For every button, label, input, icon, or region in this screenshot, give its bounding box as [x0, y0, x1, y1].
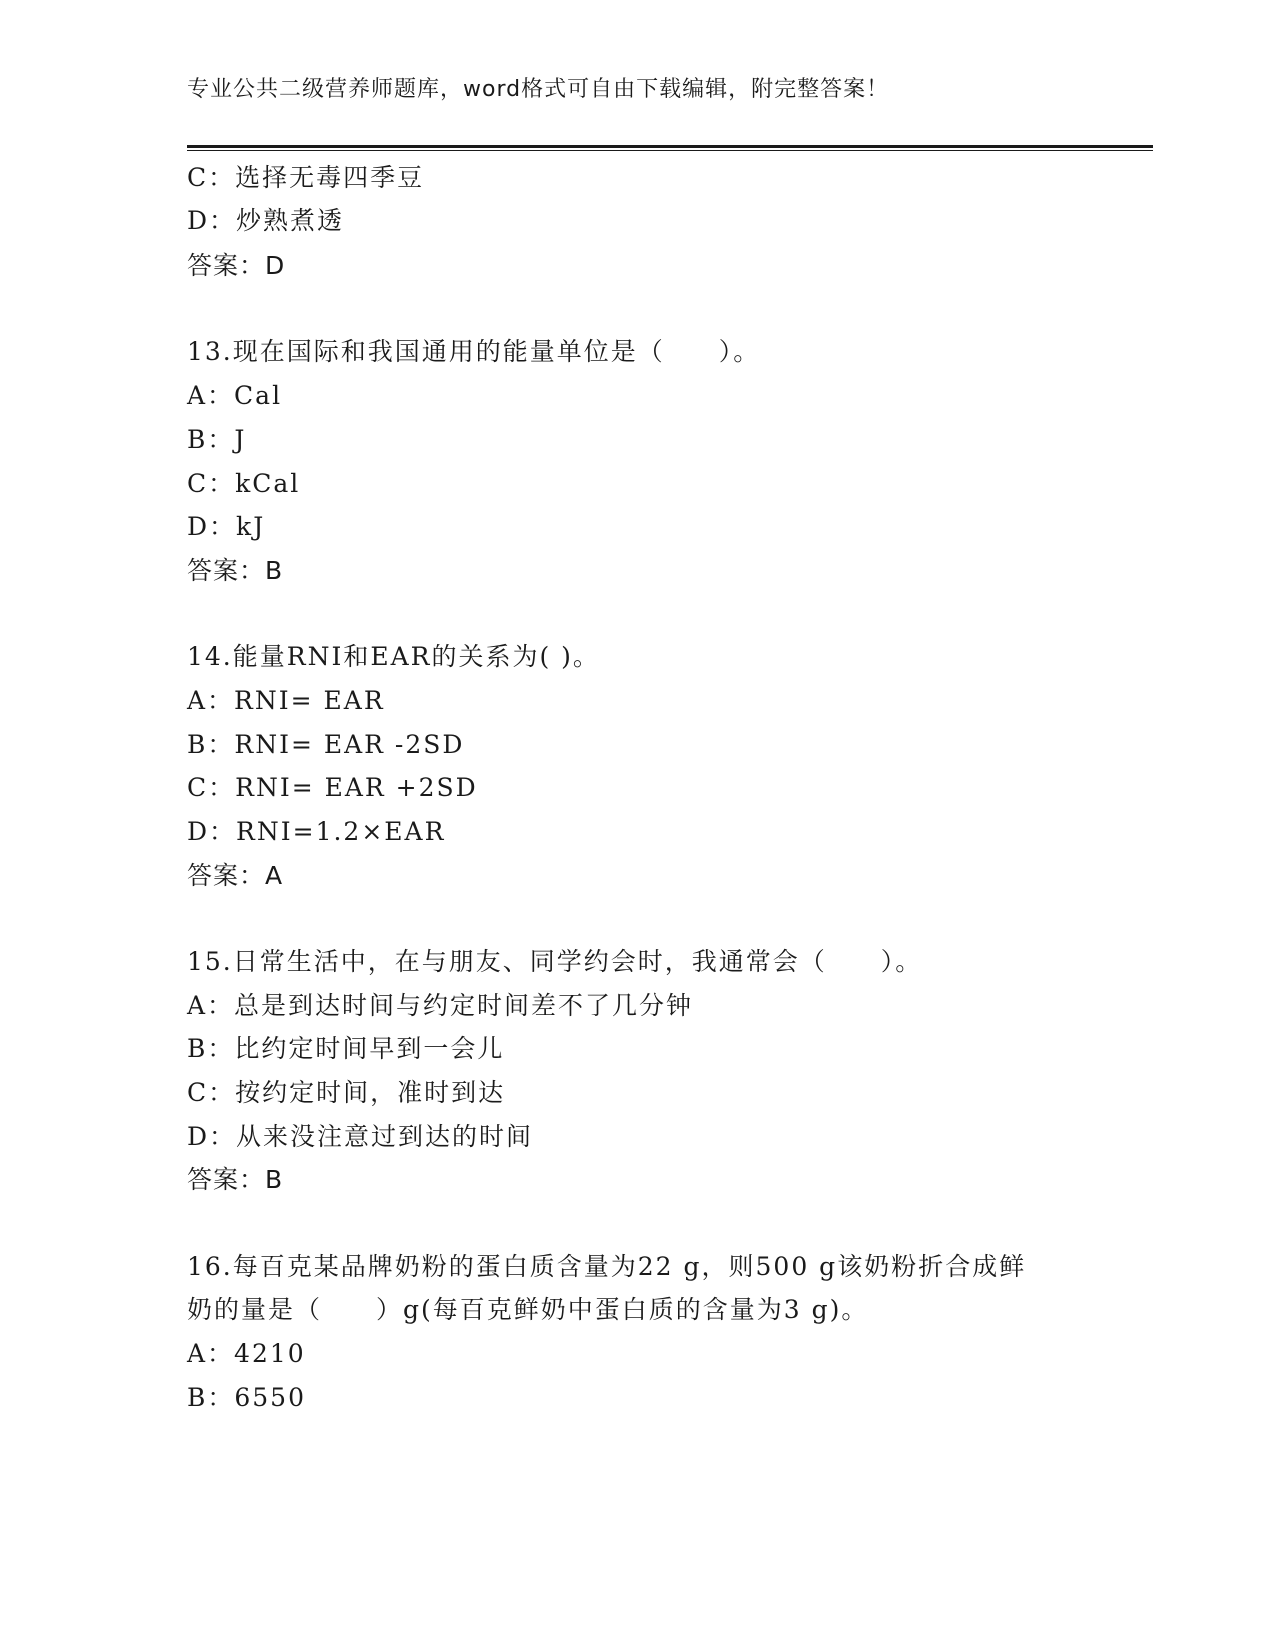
q13-option-c: C：kCal [187, 469, 301, 498]
q13-question: 13.现在国际和我国通用的能量单位是（ ）。 [187, 337, 761, 366]
q13-option-d: D：kJ [187, 512, 266, 541]
q15-question: 15.日常生活中，在与朋友、同学约会时，我通常会（ ）。 [187, 947, 923, 976]
page-header: 专业公共二级营养师题库，word格式可自由下载编辑，附完整答案！ [187, 77, 890, 102]
prev-option-d: D：炒熟煮透 [187, 206, 345, 235]
q14-option-d: D：RNI=1.2×EAR [187, 817, 446, 846]
q13-option-a: A：Cal [187, 381, 283, 410]
q15-answer: 答案：B [187, 1165, 284, 1194]
q15-option-b: B：比约定时间早到一会儿 [187, 1034, 505, 1063]
q14-option-a: A：RNI= EAR [187, 686, 385, 715]
q13-option-b: B：J [187, 425, 247, 454]
q14-question: 14.能量RNI和EAR的关系为( )。 [187, 642, 600, 671]
prev-option-c: C：选择无毒四季豆 [187, 163, 425, 192]
q16-option-b: B：6550 [187, 1383, 306, 1412]
q15-option-c: C：按约定时间，准时到达 [187, 1078, 506, 1107]
q16-option-a: A：4210 [187, 1339, 306, 1368]
q15-option-d: D：从来没注意过到达的时间 [187, 1122, 534, 1151]
q16-question-line1: 16.每百克某品牌奶粉的蛋白质含量为22 g，则500 g该奶粉折合成鲜 [187, 1252, 1027, 1281]
q16-question-line2: 奶的量是（ ）g(每百克鲜奶中蛋白质的含量为3 g)。 [187, 1295, 869, 1324]
prev-answer: 答案：D [187, 251, 286, 280]
q14-option-b: B：RNI= EAR -2SD [187, 730, 465, 759]
q14-option-c: C：RNI= EAR +2SD [187, 773, 478, 802]
q15-option-a: A：总是到达时间与约定时间差不了几分钟 [187, 991, 694, 1020]
q13-answer: 答案：B [187, 556, 284, 585]
header-divider-thin [187, 150, 1153, 151]
header-divider [187, 145, 1153, 148]
q14-answer: 答案：A [187, 861, 284, 890]
